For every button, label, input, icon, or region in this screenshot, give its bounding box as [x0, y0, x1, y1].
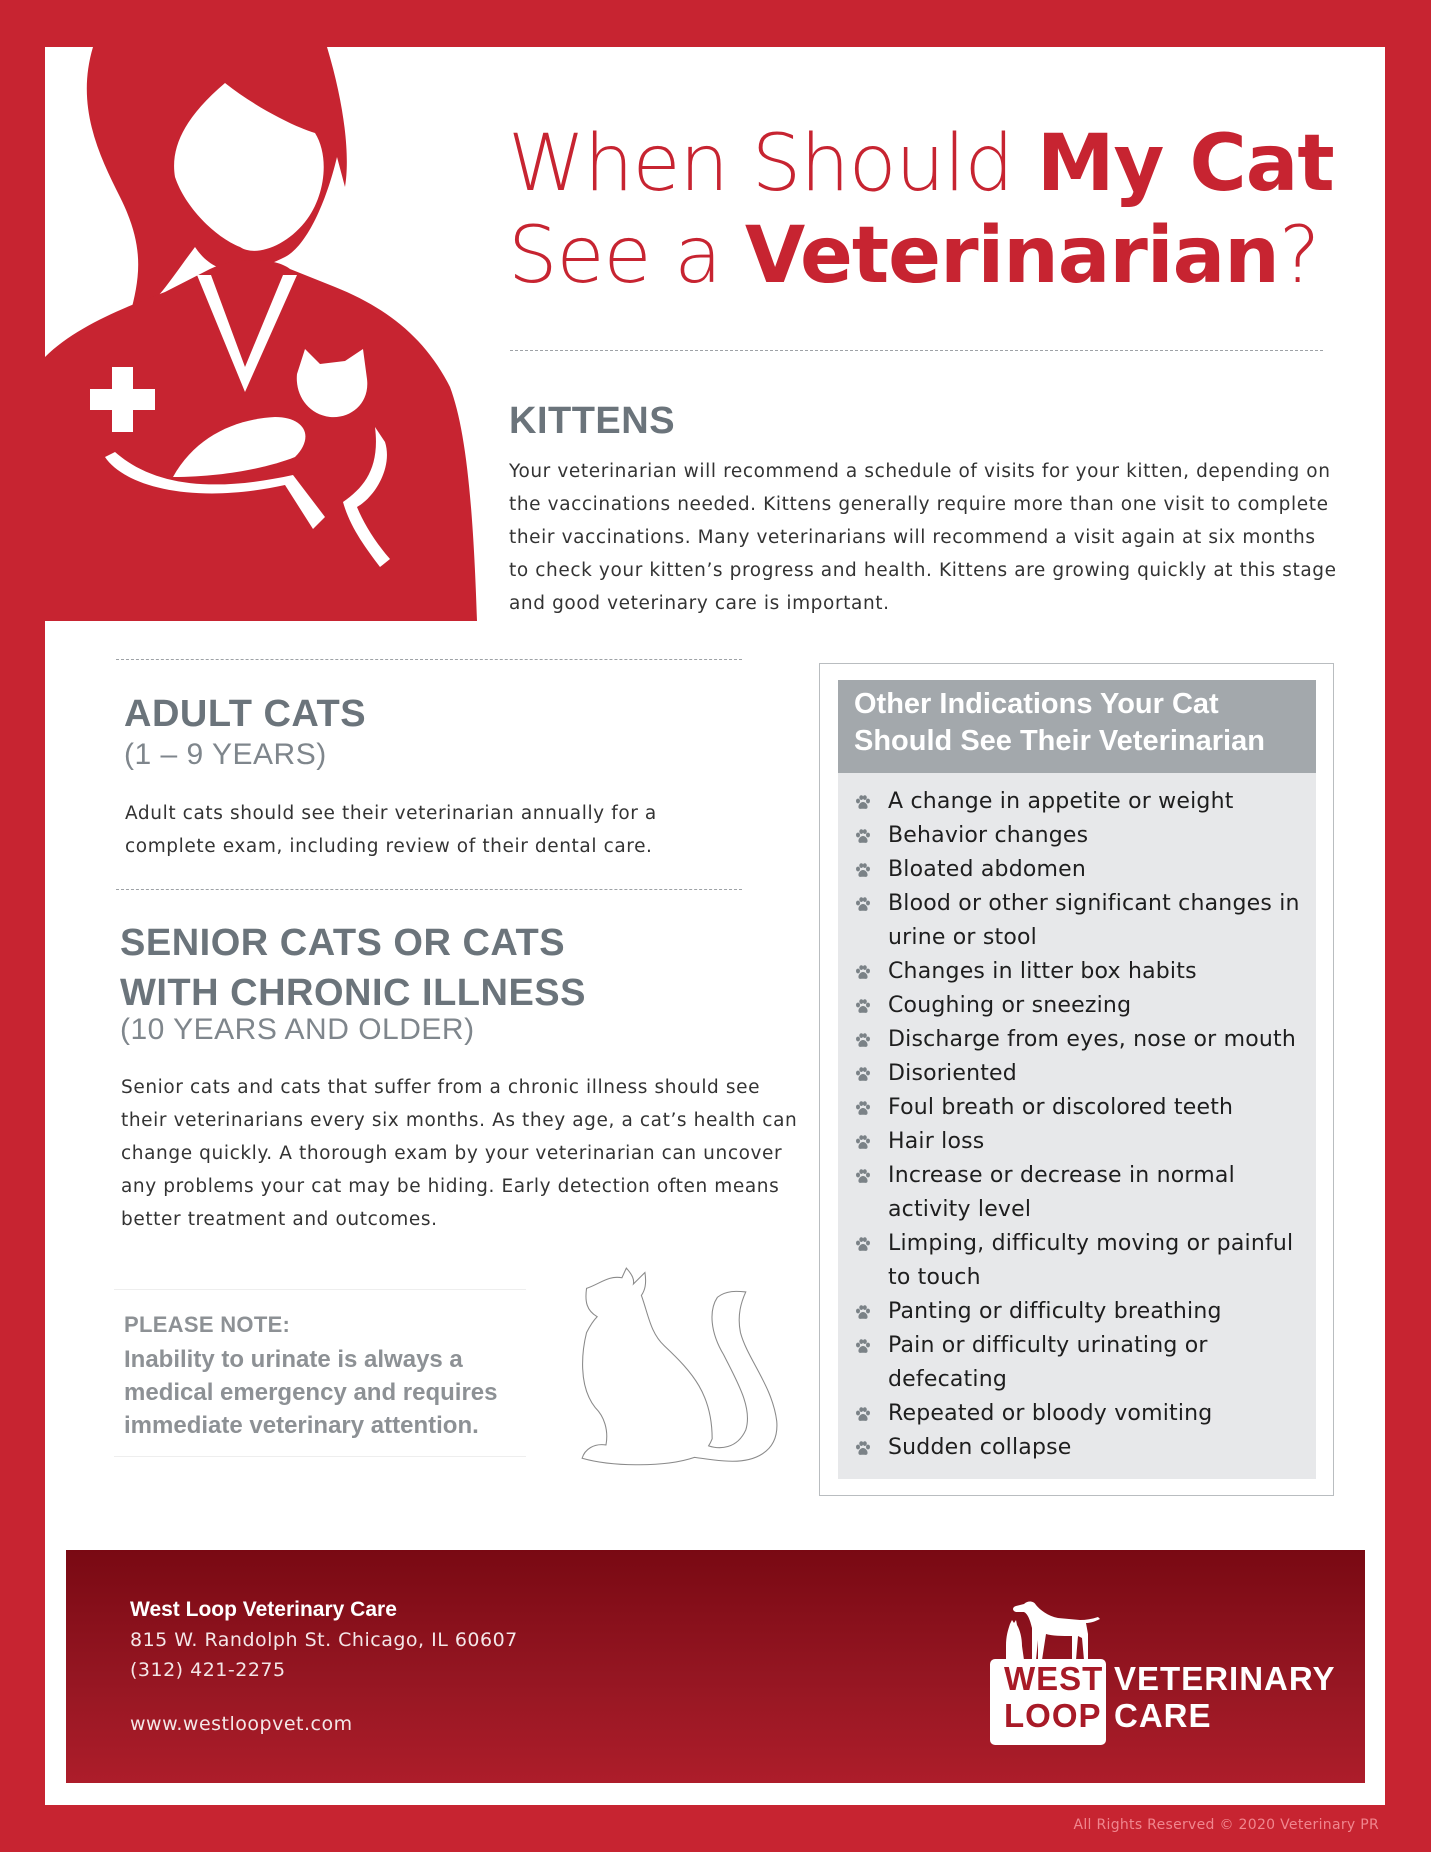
indications-list	[855, 785, 1310, 1465]
title-line2-light: See a	[508, 211, 745, 301]
list-item	[855, 853, 1310, 887]
list-item	[855, 785, 1310, 819]
senior-body: Senior cats and cats that suffer from a chronic illness should see their veterinarians every six months. As they age, a cat’s health can change quickly. A thorough exam by your veterinarian can uncover any problems your cat may be hiding. Early detection often means better treatment and outcomes.	[121, 1077, 798, 1230]
kittens-heading: KITTENS	[509, 400, 676, 442]
senior-heading-line1: SENIOR CATS OR CATS	[120, 922, 566, 964]
list-item	[855, 1329, 1310, 1397]
indication-text: Disoriented	[888, 1061, 1017, 1086]
paw-print-icon	[855, 897, 871, 912]
logo-loop: LOOP	[1004, 1697, 1102, 1734]
list-item	[855, 1397, 1310, 1431]
adult-heading: ADULT CATS	[124, 693, 367, 735]
title-line2-bold: Veterinarian	[744, 211, 1279, 301]
logo-veterinary: VETERINARY	[1114, 1660, 1336, 1697]
paw-print-icon	[855, 965, 871, 980]
paw-print-icon	[855, 1305, 871, 1320]
list-item	[855, 1023, 1310, 1057]
paw-print-icon	[855, 1339, 871, 1354]
indication-text: Blood or other significant changes in urine or stool	[888, 891, 1300, 950]
paw-print-icon	[855, 1169, 871, 1184]
indication-text: Changes in litter box habits	[888, 959, 1197, 984]
senior-age-range: (10 YEARS AND OLDER)	[120, 1013, 475, 1046]
indication-text: Hair loss	[888, 1129, 985, 1154]
list-item	[855, 1431, 1310, 1465]
paw-print-icon	[855, 1407, 871, 1422]
indication-text: Increase or decrease in normal activity level	[888, 1163, 1235, 1222]
indication-text: Discharge from eyes, nose or mouth	[888, 1027, 1297, 1052]
title-divider	[510, 350, 1323, 351]
title-line1-light: When Should	[508, 119, 1037, 209]
vet-holding-cat-illustration	[45, 47, 477, 621]
logo-west: WEST	[1004, 1660, 1104, 1697]
clinic-phone[interactable]: (312) 421-2275	[130, 1659, 286, 1681]
paw-print-icon	[855, 1135, 871, 1150]
list-item	[855, 1227, 1310, 1295]
indication-text: Bloated abdomen	[888, 857, 1087, 882]
indication-text: A change in appetite or weight	[888, 789, 1234, 814]
paw-print-icon	[855, 1237, 871, 1252]
adult-age-range: (1 – 9 YEARS)	[124, 738, 327, 771]
dog-and-cat-logo-icon	[1002, 1598, 1106, 1660]
indication-text: Repeated or bloody vomiting	[888, 1401, 1213, 1426]
senior-heading-line2: WITH CHRONIC ILLNESS	[120, 972, 586, 1014]
indication-text: Behavior changes	[888, 823, 1089, 848]
paw-print-icon	[855, 829, 871, 844]
clinic-address: 815 W. Randolph St. Chicago, IL 60607	[130, 1629, 518, 1651]
please-note-text: Inability to urinate is always a medical emergency and requires immediate veterinary attention.	[124, 1346, 498, 1439]
indication-text: Limping, difficulty moving or painful to touch	[888, 1231, 1294, 1290]
paw-print-icon	[855, 999, 871, 1014]
list-item	[855, 1057, 1310, 1091]
paw-print-icon	[855, 1441, 871, 1456]
logo-side-text	[1114, 1660, 1335, 1734]
paw-print-icon	[855, 1101, 871, 1116]
list-item	[855, 1295, 1310, 1329]
logo-care: CARE	[1114, 1697, 1212, 1734]
list-item	[855, 819, 1310, 853]
senior-divider	[116, 889, 742, 890]
sitting-cat-outline-icon	[560, 1252, 790, 1484]
list-item	[855, 955, 1310, 989]
indication-text: Pain or difficulty urinating or defecating	[888, 1333, 1208, 1392]
senior-heading	[120, 918, 740, 1018]
list-item	[855, 887, 1310, 955]
indication-text: Sudden collapse	[888, 1435, 1072, 1460]
paw-print-icon	[855, 863, 871, 878]
title-line1-bold: My Cat	[1036, 119, 1334, 209]
indication-text: Foul breath or discolored teeth	[888, 1095, 1234, 1120]
logo-box-text	[1004, 1660, 1103, 1734]
clinic-website-link[interactable]: www.westloopvet.com	[130, 1713, 353, 1735]
title-question-mark: ?	[1278, 211, 1320, 301]
clinic-name: West Loop Veterinary Care	[130, 1598, 397, 1621]
list-item	[855, 1125, 1310, 1159]
adult-divider	[116, 659, 742, 660]
page-title	[508, 118, 1338, 302]
indication-text: Coughing or sneezing	[888, 993, 1132, 1018]
copyright-notice: All Rights Reserved © 2020 Veterinary PR	[1073, 1817, 1379, 1833]
list-item	[855, 1159, 1310, 1227]
indication-text: Panting or difficulty breathing	[888, 1299, 1222, 1324]
paw-print-icon	[855, 1067, 871, 1082]
kittens-body: Your veterinarian will recommend a schedule of visits for your kitten, depending on the vaccinations needed. Kittens generally require more than one visit to complete their vaccinations. Many veterinarians will recommend a visit again at six months to check your kitten’s progress and health. Kittens are growing quickly at this stage and good veterinary care is important.	[509, 461, 1337, 614]
adult-body: Adult cats should see their veterinarian annually for a complete exam, including review of their dental care.	[125, 803, 657, 857]
please-note-title: PLEASE NOTE:	[124, 1312, 291, 1337]
list-item	[855, 989, 1310, 1023]
paw-print-icon	[855, 1033, 871, 1048]
other-indications-title: Other Indications Your Cat Should See Their Veterinarian	[854, 688, 1265, 757]
paw-print-icon	[855, 795, 871, 810]
list-item	[855, 1091, 1310, 1125]
